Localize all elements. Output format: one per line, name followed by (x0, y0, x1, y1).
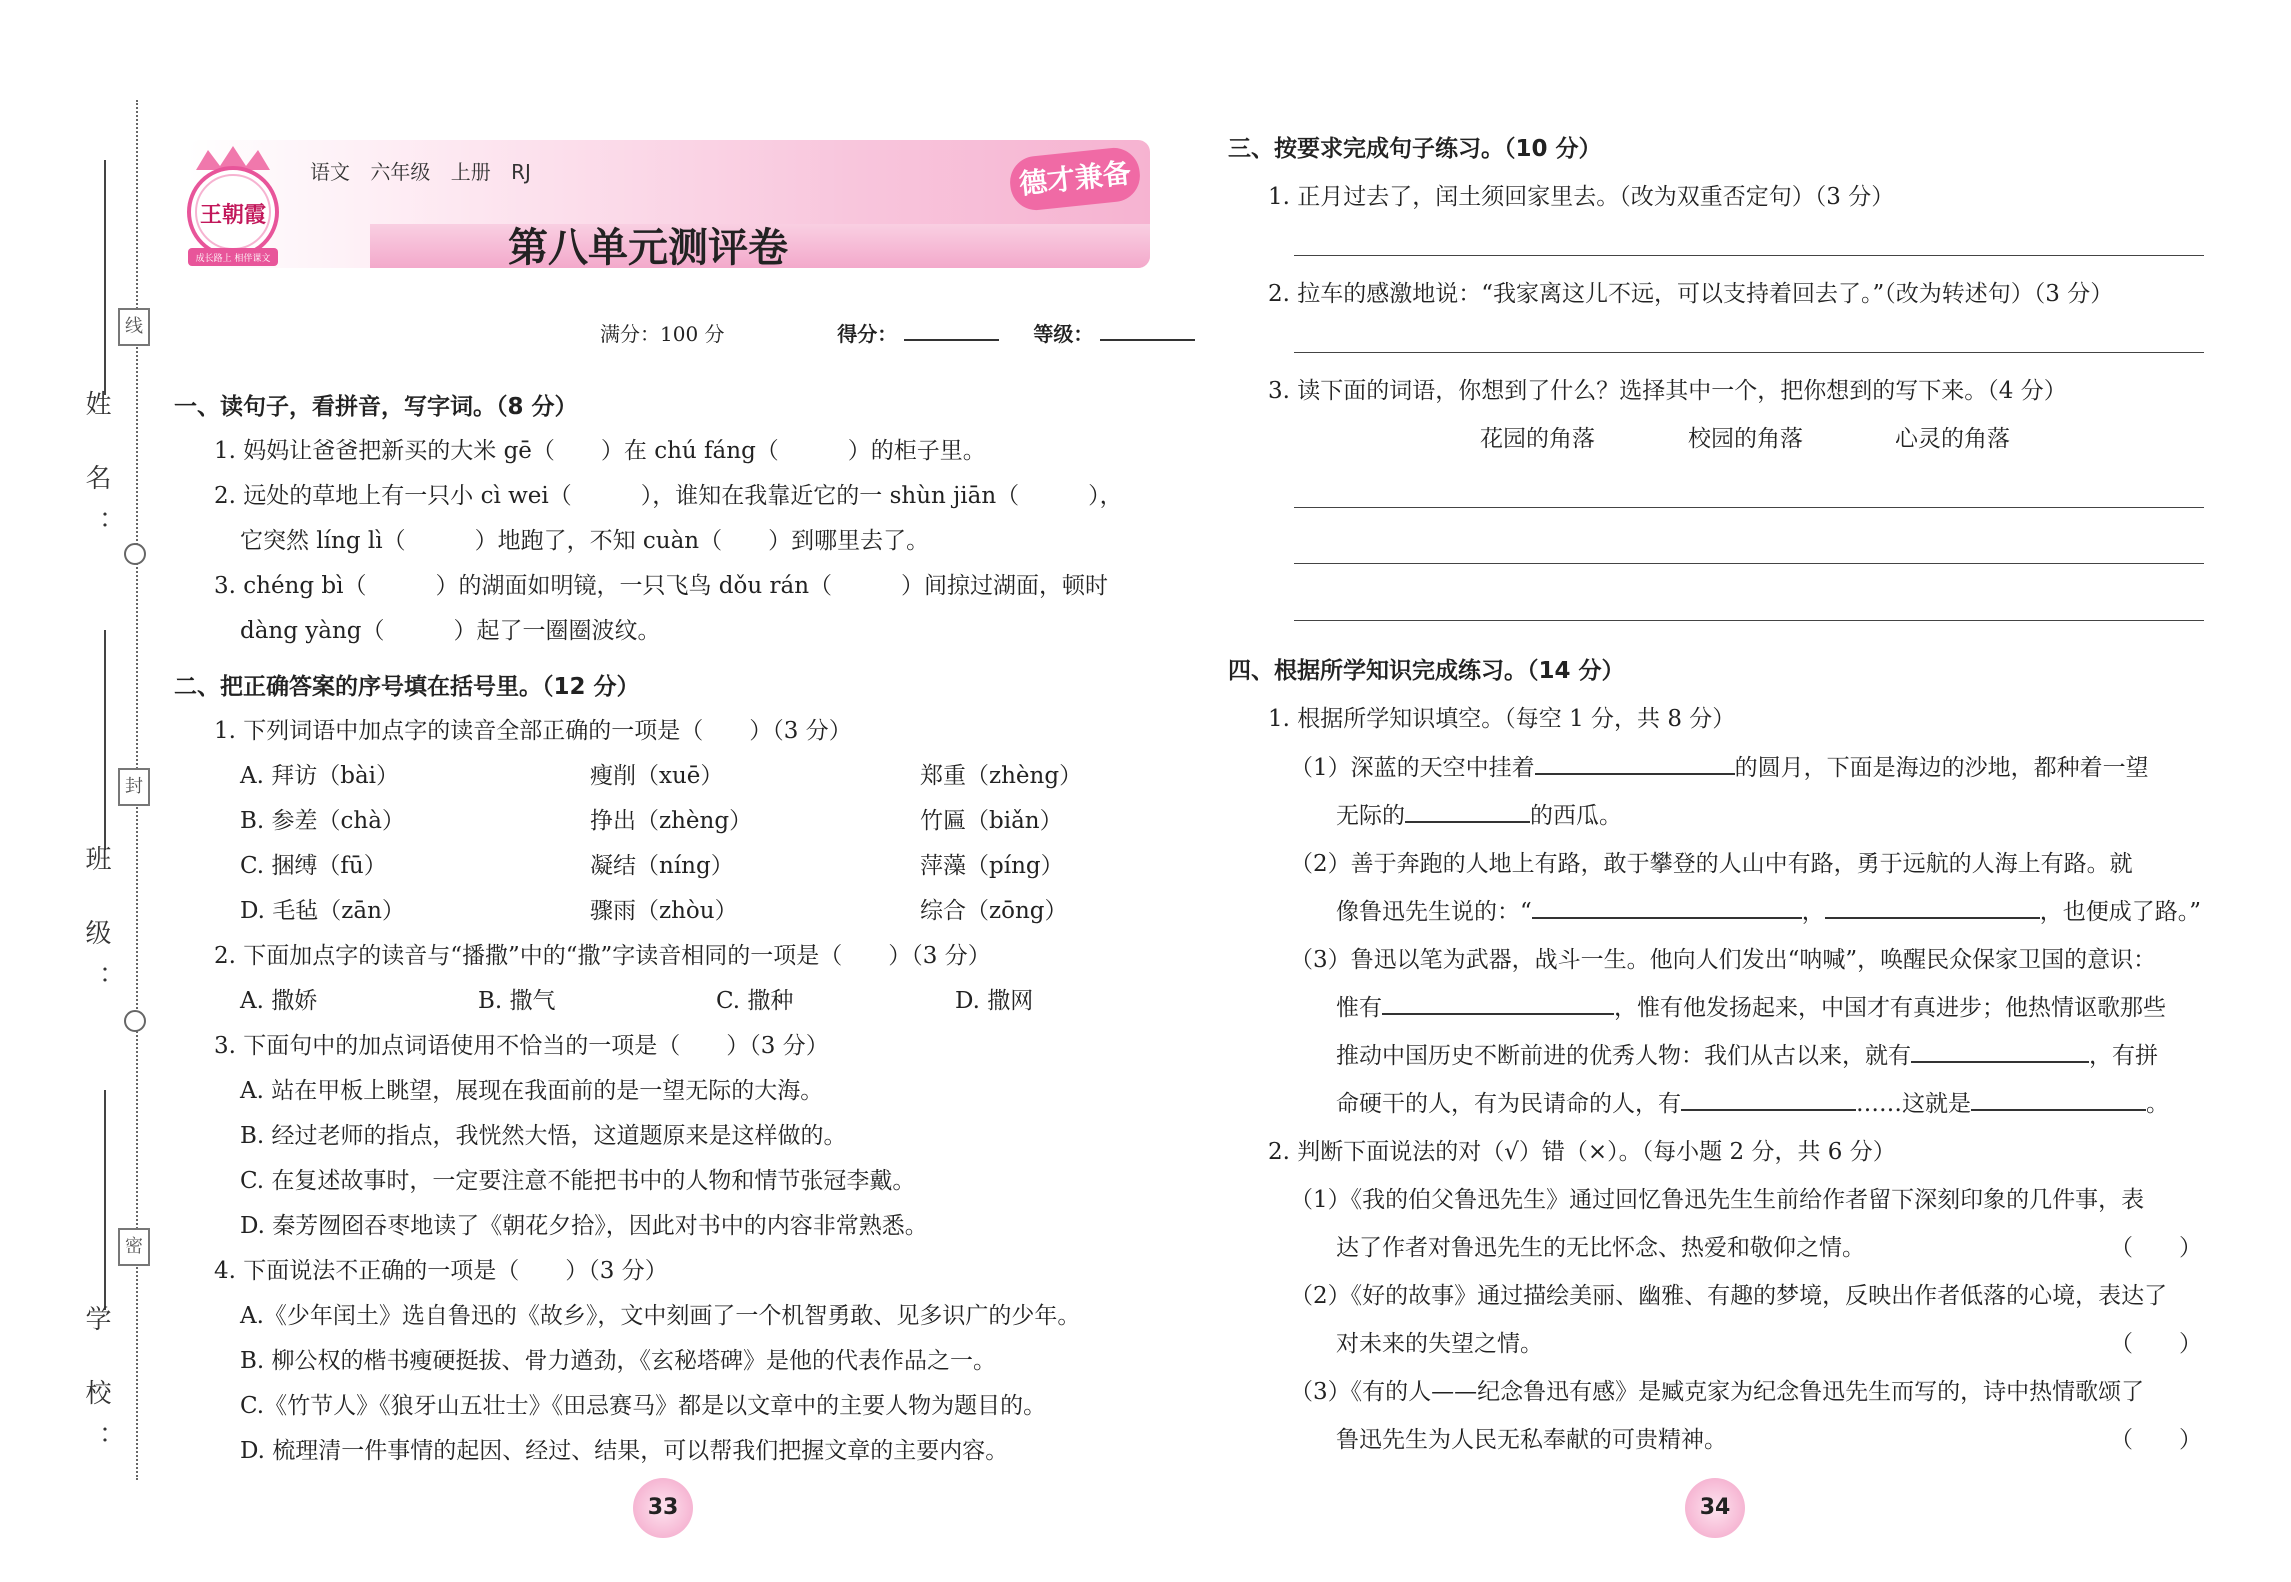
sec4-fill1-line1 (1290, 749, 2149, 782)
sec2-q2-a: A. 撒娇 (240, 988, 318, 1014)
sec2-q4-d: D. 梳理清一件事情的起因、经过、结果，可以帮我们把握文章的主要内容。 (240, 1438, 1009, 1464)
fill-blank[interactable] (1825, 897, 2040, 919)
sec2-q1-a1: A. 拜访（bài） (240, 763, 400, 789)
hole-mark (124, 1010, 146, 1032)
full-score: 满分：100 分 (600, 322, 725, 346)
sec2-q2-d: D. 撒网 (955, 988, 1034, 1014)
sec2-q3-d: D. 秦芳囫囵吞枣地读了《朝花夕拾》，因此对书中的内容非常熟悉。 (240, 1213, 928, 1239)
sec3-q3-answer-line[interactable] (1294, 620, 2204, 621)
sec4-fill1-line2 (1336, 797, 1622, 830)
sec2-q1-c2: 凝结（níng） (590, 853, 734, 879)
sec4-fill3-line3 (1336, 1037, 2158, 1070)
sec4-q2: 2. 判断下面说法的对（√）错（×）。（每小题 2 分，共 6 分） (1268, 1139, 1896, 1165)
page-number-left: 33 (633, 1478, 693, 1538)
cut-mark-xian: 线 (118, 308, 150, 346)
sec4-fill3-text: 惟有 (1336, 995, 1382, 1021)
brand-logo (178, 140, 288, 270)
logo-text: 王朝霞 (199, 202, 267, 228)
sec4-fill3-text: ……这就是 (1856, 1091, 1971, 1117)
sec4-fill1-text: 的西瓜。 (1530, 803, 1622, 829)
sec3-q1: 1. 正月过去了，闰土须回家里去。（改为双重否定句）（3 分） (1268, 184, 1895, 210)
sec2-q4: 4. 下面说法不正确的一项是（ ）（3 分） (214, 1258, 668, 1284)
sec4-fill2-line2 (1336, 893, 2201, 926)
sec4-judge2-line1: （2）《好的故事》通过描绘美丽、幽雅、有趣的梦境，反映出作者低落的心境，表达了 (1290, 1283, 2168, 1309)
sec4-fill2-line1: （2）善于奔跑的人地上有路，敢于攀登的人山中有路，勇于远航的人海上有路。就 (1290, 851, 2133, 877)
page-title: 第八单元测评卷 (508, 225, 788, 271)
sec3-q3: 3. 读下面的词语，你想到了什么？选择其中一个，把你想到的写下来。（4 分） (1268, 378, 2067, 404)
sec2-q1-a3: 郑重（zhèng） (920, 763, 1083, 789)
cut-mark-feng: 封 (118, 768, 150, 806)
motto-badge: 德才兼备 (1008, 145, 1143, 212)
sec4-judge1-line2: 达了作者对鲁迅先生的无比怀念、热爱和敬仰之情。 (1336, 1235, 1865, 1261)
sec1-q2-line1: 2. 远处的草地上有一只小 cì wei（ ），谁知在我靠近它的一 shùn jiān（ ）， (214, 483, 1123, 509)
sec2-q1-c3: 萍藻（píng） (920, 853, 1064, 879)
sec4-fill2-text: ，也便成了路。” (2039, 899, 2202, 925)
sec4-fill3-text: 命硬干的人，有为民请命的人，有 (1336, 1091, 1681, 1117)
sec4-judge2-line2: 对未来的失望之情。 (1336, 1331, 1543, 1357)
name-underline[interactable] (104, 160, 106, 395)
sec2-q4-b: B. 柳公权的楷书瘦硬挺拔、骨力遒劲，《玄秘塔碑》是他的代表作品之一。 (240, 1348, 997, 1374)
section2-heading: 二、把正确答案的序号填在括号里。（12 分） (174, 674, 640, 700)
score-bar (600, 318, 1195, 347)
sec2-q3-a: A. 站在甲板上眺望，展现在我面前的是一望无际的大海。 (240, 1078, 824, 1104)
sec2-q2-b: B. 撒气 (478, 988, 556, 1014)
sec3-q3-answer-line[interactable] (1294, 507, 2204, 508)
sec3-q2-answer-line[interactable] (1294, 352, 2204, 353)
sec1-q3-line1: 3. chéng bì（ ）的湖面如明镜，一只飞鸟 dǒu rán（ ）间掠过湖面，顿时 (214, 573, 1109, 599)
hole-mark (124, 543, 146, 565)
sec1-q2-line2: 它突然 líng lì（ ）地跑了，不知 cuàn（ ）到哪里去了。 (240, 528, 930, 554)
section3-heading: 三、按要求完成句子练习。（10 分） (1228, 136, 1602, 162)
sec4-fill1-text: （1）深蓝的天空中挂着 (1290, 755, 1535, 781)
sec2-q1: 1. 下列词语中加点字的读音全部正确的一项是（ ）（3 分） (214, 718, 852, 744)
sec4-fill1-text: 无际的 (1336, 803, 1405, 829)
grade-label: 等级： (1033, 322, 1094, 346)
sec4-fill2-text: 像鲁迅先生说的：“ (1336, 899, 1532, 925)
fill-blank[interactable] (1681, 1089, 1856, 1111)
score-label: 得分： (837, 322, 898, 346)
sec4-judge1-line1: （1）《我的伯父鲁迅先生》通过回忆鲁迅先生生前给作者留下深刻印象的几件事，表 (1290, 1187, 2145, 1213)
section4-heading: 四、根据所学知识完成练习。（14 分） (1228, 658, 1625, 684)
sec4-fill3-text: ，惟有他发扬起来，中国才有真进步；他热情讴歌那些 (1614, 995, 2166, 1021)
sec2-q1-c1: C. 捆缚（fū） (240, 853, 387, 879)
sec2-q1-b3: 竹匾（biǎn） (920, 808, 1063, 834)
sec2-q2: 2. 下面加点字的读音与“播撒”中的“撒”字读音相同的一项是（ ）（3 分） (214, 943, 991, 969)
sec4-fill3-text: 推动中国历史不断前进的优秀人物：我们从古以来，就有 (1336, 1043, 1911, 1069)
cut-mark-mi: 密 (118, 1228, 150, 1266)
binding-margin (0, 0, 170, 1582)
sec3-q3-word1: 花园的角落 (1480, 426, 1595, 452)
score-blank[interactable] (904, 319, 999, 341)
sec1-q1: 1. 妈妈让爸爸把新买的大米 gē（ ）在 chú fáng（ ）的柜子里。 (214, 438, 986, 464)
sec2-q1-d2: 骤雨（zhòu） (590, 898, 738, 924)
sec4-judge3-line2: 鲁迅先生为人民无私奉献的可贵精神。 (1336, 1427, 1727, 1453)
sec2-q1-d3: 综合（zōng） (920, 898, 1068, 924)
school-label: 学 校： (81, 1305, 111, 1472)
sec4-fill3-text: ，有拼 (2089, 1043, 2158, 1069)
sec2-q4-a: A.《少年闰土》选自鲁迅的《故乡》，文中刻画了一个机智勇敢、见多识广的少年。 (240, 1303, 1081, 1329)
sec2-q3: 3. 下面句中的加点词语使用不恰当的一项是（ ）（3 分） (214, 1033, 829, 1059)
sec2-q1-d1: D. 毛毡（zān） (240, 898, 405, 924)
sec2-q4-c: C.《竹节人》《狼牙山五壮士》《田忌赛马》都是以文章中的主要人物为题目的。 (240, 1393, 1047, 1419)
sec2-q2-c: C. 撒种 (716, 988, 794, 1014)
sec3-q2: 2. 拉车的感激地说：“我家离这儿不远，可以支持着回去了。”（改为转述句）（3 分） (1268, 281, 2114, 307)
answer-bracket[interactable]: （ ） (2110, 1235, 2202, 1261)
sec4-q1: 1. 根据所学知识填空。（每空 1 分，共 8 分） (1268, 706, 1736, 732)
sec1-q3-line2: dàng yàng（ ）起了一圈圈波纹。 (240, 618, 661, 644)
class-underline[interactable] (104, 630, 106, 850)
sec2-q3-b: B. 经过老师的指点，我恍然大悟，这道题原来是这样做的。 (240, 1123, 847, 1149)
sec4-judge3-line1: （3）《有的人——纪念鲁迅有感》是臧克家为纪念鲁迅先生而写的，诗中热情歌颂了 (1290, 1379, 2145, 1405)
sec4-fill2-text: ， (1801, 899, 1825, 925)
logo-slogan: 成长路上 相伴课文 (195, 254, 271, 264)
sec2-q1-b1: B. 参差（chà） (240, 808, 405, 834)
fill-blank[interactable] (1971, 1089, 2146, 1111)
sec3-q3-answer-line[interactable] (1294, 563, 2204, 564)
sec2-q1-a2: 瘦削（xuē） (590, 763, 724, 789)
book-meta: 语文 六年级 上册 RJ (310, 160, 531, 184)
name-label: 姓 名： (81, 390, 111, 557)
section1-heading: 一、读句子，看拼音，写字词。（8 分） (174, 394, 578, 420)
sec3-q1-answer-line[interactable] (1294, 255, 2204, 256)
sec4-fill3-line4 (1336, 1085, 2169, 1118)
fill-blank[interactable] (1405, 801, 1530, 823)
fill-blank[interactable] (1382, 993, 1614, 1015)
class-label: 班 级： (81, 845, 111, 1012)
fill-blank[interactable] (1911, 1041, 2089, 1063)
sec4-fill3-line1: （3）鲁迅以笔为武器，战斗一生。他向人们发出“呐喊”，唤醒民众保家卫国的意识： (1290, 947, 2157, 973)
answer-bracket[interactable]: （ ） (2110, 1427, 2202, 1453)
fill-blank[interactable] (1532, 897, 1802, 919)
sec4-fill1-text: 的圆月，下面是海边的沙地，都种着一望 (1734, 755, 2149, 781)
grade-blank[interactable] (1100, 319, 1195, 341)
sec4-fill3-text: 。 (2146, 1091, 2169, 1117)
sec4-fill3-line2 (1336, 989, 2166, 1022)
sec3-q3-word3: 心灵的角落 (1895, 426, 2010, 452)
fill-blank[interactable] (1535, 753, 1735, 775)
sec2-q1-b2: 挣出（zhèng） (590, 808, 753, 834)
page-number-right: 34 (1685, 1478, 1745, 1538)
school-underline[interactable] (104, 1090, 106, 1310)
sec3-q3-word2: 校园的角落 (1688, 426, 1803, 452)
answer-bracket[interactable]: （ ） (2110, 1331, 2202, 1357)
sec2-q3-c: C. 在复述故事时，一定要注意不能把书中的人物和情节张冠李戴。 (240, 1168, 916, 1194)
